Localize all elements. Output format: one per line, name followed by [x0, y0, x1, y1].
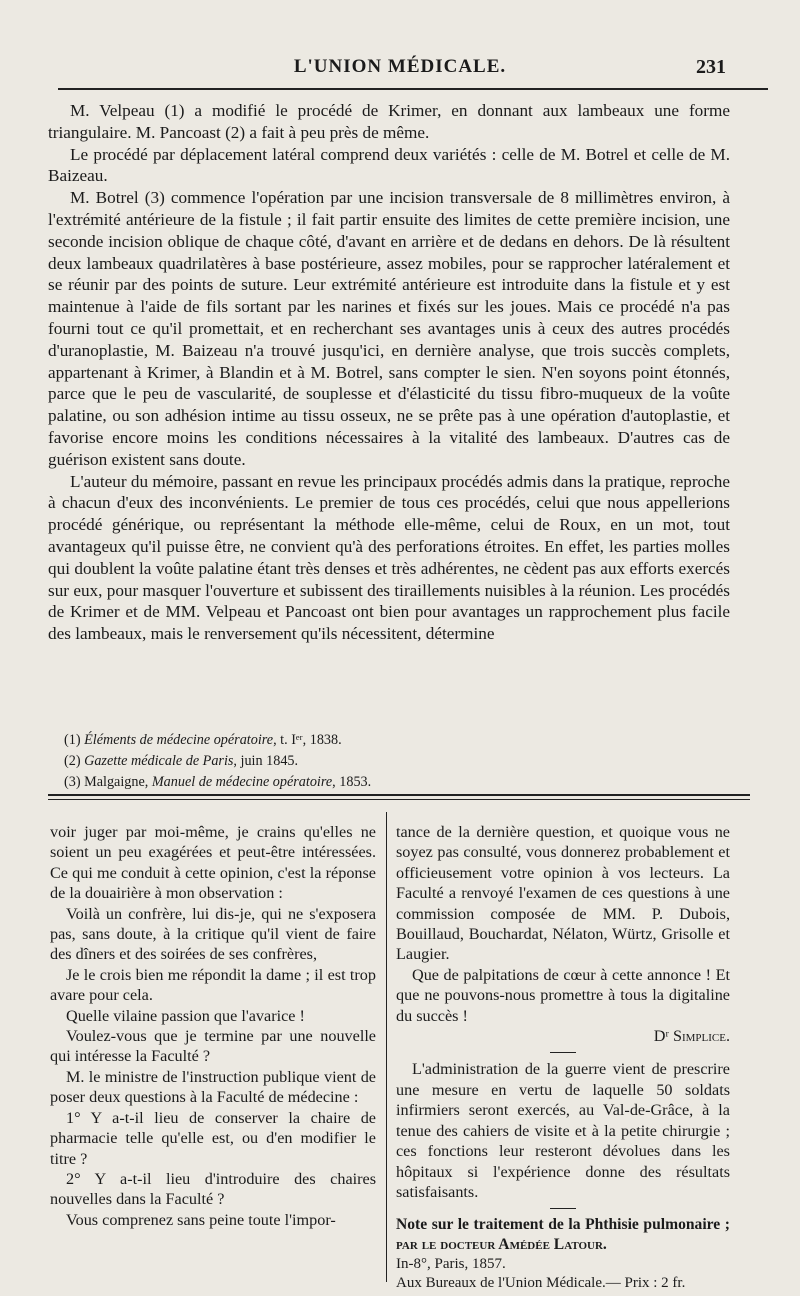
feuilleton-paragraph: voir juger par moi-même, je crains qu'elles ne soient un peu exagérées et peut-être intéressées. Ce qui me conduit à cette opinion, c'est la réponse de la douairière à mon observation :: [50, 823, 376, 903]
footnote: [64, 751, 724, 772]
publication-author: par le docteur Amédée Latour.: [396, 1236, 607, 1254]
column-separator: [386, 812, 387, 1282]
signature: Dʳ Simplice.: [653, 1027, 730, 1046]
footnote-title: Gazette médicale de Paris: [84, 753, 234, 769]
page-number: 231: [696, 56, 726, 78]
feuilleton-right-column: [396, 822, 730, 1293]
publication-notice: [396, 1215, 730, 1255]
footnote-number: (3): [64, 774, 81, 790]
article-paragraph: M. Velpeau (1) a modifié le procédé de Krimer, en donnant aux lambeaux une forme triangulaire. M. Pancoast (2) a fait à peu près de même.: [48, 101, 730, 142]
article-paragraph: L'auteur du mémoire, passant en revue les principaux procédés admis dans la pratique, reproche à chacun d'eux des inconvénients. Le premier de tous ces procédés, celui que nous appellerions procédé générique, ou représentant la méthode elle-même, celui de Roux, en un mot, tout avantageux qu'il puisse être, ne convient qu'à des perforations étroites. En effet, les parties molles qui doublent la voûte palatine étant très denses et très adhérentes, ne cèdent pas aux efforts exercés sur eux, pour masquer l'ouverture et subissent des tiraillements nuisibles à la réunion. Les procédés de Krimer et de MM. Velpeau et Pancoast ont bien pour avantages un rapprochement plus facile des lambeaux, mais le renversement qu'ils nécessitent, détermine: [48, 471, 730, 644]
feuilleton-paragraph: Que de palpitations de cœur à cette annonce ! Et que ne pouvons-nous promettre à tous la digitaline du succès !: [396, 965, 730, 1025]
footnote-number: (2): [64, 753, 81, 769]
publication-details: In-8°, Paris, 1857.: [396, 1256, 506, 1273]
journal-title: L'UNION MÉDICALE.: [293, 56, 507, 77]
running-head: [0, 56, 800, 80]
header-rule: [58, 88, 768, 90]
publication-sale: Aux Bureaux de l'Union Médicale.— Prix : 2 fr.: [396, 1275, 686, 1292]
footnote: [64, 730, 724, 751]
feuilleton-paragraph: M. le ministre de l'instruction publique vient de poser deux questions à la Faculté de médecine :: [50, 1067, 376, 1107]
footnote: [64, 772, 724, 793]
footnotes: [64, 730, 724, 793]
main-article: [48, 100, 730, 645]
footnote-detail: , 1853.: [332, 774, 372, 790]
feuilleton-paragraph: Vous comprenez sans peine toute l'impor-: [66, 1210, 336, 1229]
section-rule: [550, 1052, 576, 1053]
footnote-number: (1): [64, 732, 81, 748]
article-paragraph: Le procédé par déplacement latéral comprend deux variétés : celle de M. Botrel et celle de M. Baizeau.: [48, 144, 730, 186]
feuilleton-left-column: [50, 822, 376, 1230]
feuilleton-paragraph: Je le crois bien me répondit la dame ; il est trop avare pour cela.: [50, 965, 376, 1005]
article-paragraph: M. Botrel (3) commence l'opération par une incision transversale de 8 millimètres environ, à l'extrémité antérieure de la fistule ; il fait partir ensuite des limites de cette première incision, une seconde incision oblique de chaque côté, d'avant en arrière et de dedans en dehors. De là résultent deux lambeaux quadrilatères à base postérieure, assez mobiles, pour se rapprocher latéralement et se réunir par des points de suture. Leur extrémité antérieure est introduite dans la fistule et y est maintenue à l'aide de fils sortant par les narines et fixés sur les joues. Mais ce procédé n'a pas fourni tout ce qu'il promettait, et en recherchant ses avantages unis à ceux des autres procédés d'uranoplastie, M. Baizeau n'a trouvé jusqu'ici, en dernière analyse, que trois succès complets, appartenant à Krimer, à Blandin et à M. Botrel, sans compter le sien. N'en soyons point étonnés, parce que le peu de vascularité, de souplesse et d'élasticité du tissu fibro-muqueux de la voûte palatine, ou son adhésion intime au tissu osseux, ne se prête pas à une opération d'autoplastie, et favorise encore moins les conditions nécessaires à la vitalité des lambeaux. D'autres cas de guérison existent sans doute.: [48, 188, 730, 469]
publication-title: Note sur le traitement de la Phthisie pulmonaire ;: [396, 1216, 730, 1234]
feuilleton-paragraph: Voilà un confrère, lui dis-je, qui ne s'exposera pas, sans doute, à la critique qu'il vient de faire des dîners et des soirées de ses confrères,: [50, 904, 376, 964]
footnote-detail: , t. Iᵉʳ, 1838.: [273, 732, 342, 748]
news-paragraph: L'administration de la guerre vient de prescrire une mesure en vertu de laquelle 50 soldats infirmiers seront exercés, au Val-de-Grâce, à la tenue des cahiers de visite et à la petite chirurgie ; ces fonctions leur resteront dévolues dans les hôpitaux si l'expérience donne des résultats satisfaisants.: [396, 1060, 730, 1201]
feuilleton-paragraph: 2° Y a-t-il lieu d'introduire des chaires nouvelles dans la Faculté ?: [50, 1169, 376, 1209]
section-rule: [550, 1208, 576, 1209]
footnote-author: Malgaigne,: [84, 774, 152, 790]
footnote-title: Manuel de médecine opératoire: [151, 774, 333, 790]
footnote-title: Éléments de médecine opératoire: [84, 732, 274, 748]
feuilleton-paragraph: Voulez-vous que je termine par une nouvelle qui intéresse la Faculté ?: [50, 1027, 376, 1066]
footnote-detail: , juin 1845.: [233, 753, 299, 769]
feuilleton-paragraph: 1° Y a-t-il lieu de conserver la chaire de pharmacie telle qu'elle est, ou d'en modifier le titre ?: [50, 1108, 376, 1168]
feuilleton-paragraph: Quelle vilaine passion que l'avarice !: [66, 1006, 305, 1025]
feuilleton-paragraph: tance de la dernière question, et quoique vous ne soyez pas consulté, vous donnerez probablement et officieusement votre opinion à vos lecteurs. La Faculté a renvoyé l'examen de ces questions à une commission composée de MM. P. Dubois, Bouillaud, Bouchardat, Nélaton, Würtz, Grisolle et Laugier.: [396, 823, 730, 964]
feuilleton-divider: [48, 794, 750, 800]
